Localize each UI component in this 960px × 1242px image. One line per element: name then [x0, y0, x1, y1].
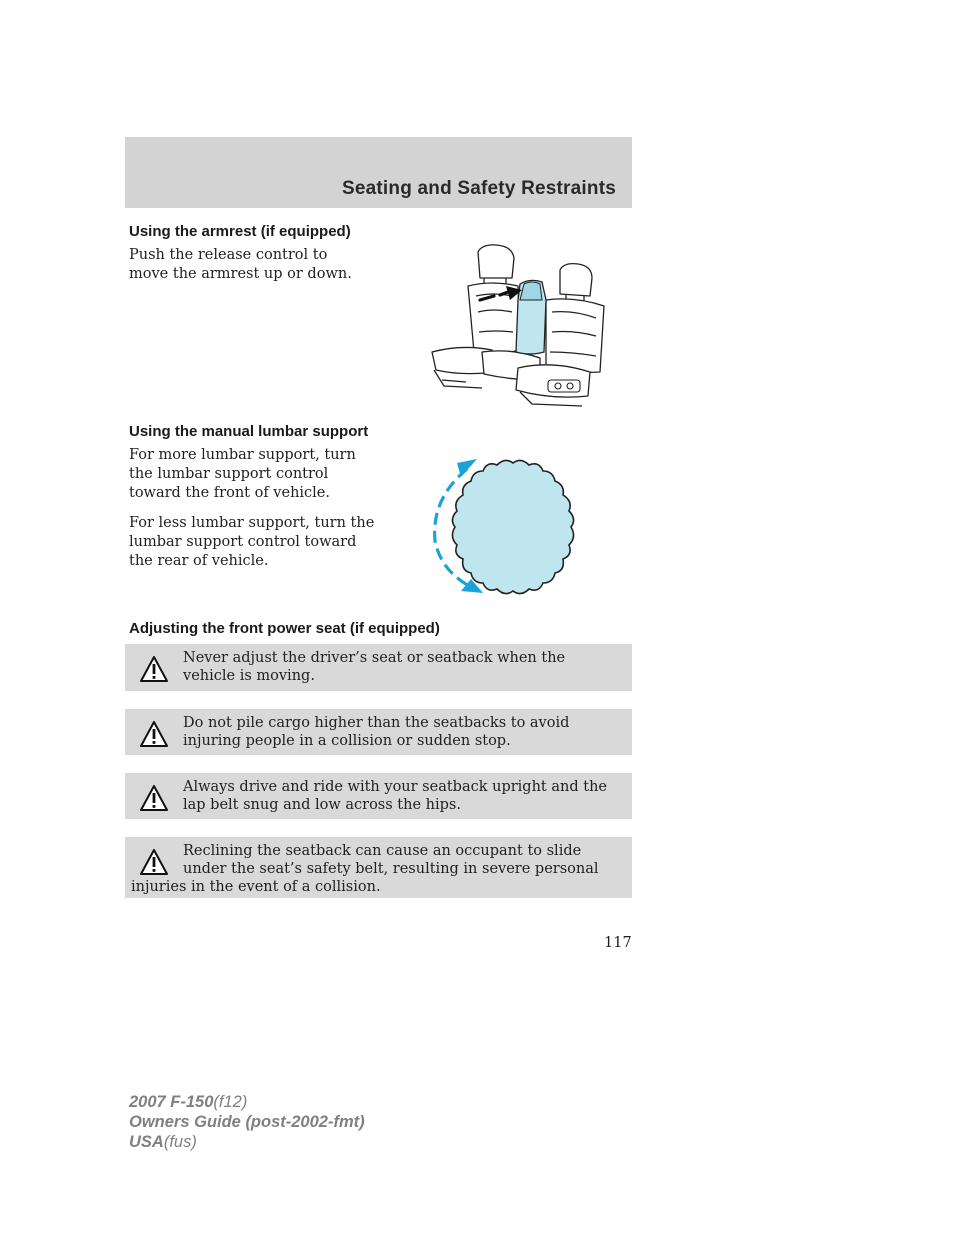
- footer-model-code: (f12): [213, 1093, 248, 1111]
- warning-box: [125, 773, 632, 819]
- warning-triangle-icon: [139, 848, 169, 876]
- armrest-body: Push the release control to move the armrest up or down.: [129, 247, 352, 282]
- warning-triangle-icon: [139, 655, 169, 683]
- warning-text: Always drive and ride with your seatback upright and the lap belt snug and low across the hips.: [183, 779, 607, 813]
- lumbar-body-less: For less lumbar support, turn the lumbar support control toward the rear of vehicle.: [129, 515, 375, 569]
- warning-triangle-icon: [139, 784, 169, 812]
- footer-market-code: (fus): [163, 1133, 197, 1151]
- warning-text: Do not pile cargo higher than the seatbacks to avoid injuring people in a collision or sudden stop.: [183, 715, 570, 749]
- document-footer: [129, 1092, 365, 1152]
- warning-text: Never adjust the driver’s seat or seatback when the vehicle is moving.: [183, 650, 566, 684]
- header-band: [125, 137, 632, 208]
- footer-market: USA: [129, 1133, 164, 1151]
- lumbar-body-more: For more lumbar support, turn the lumbar support control toward the front of vehicle.: [129, 447, 356, 501]
- lumbar-knob-illustration: [425, 455, 585, 600]
- armrest-heading: Using the armrest (if equipped): [129, 223, 351, 240]
- section-title: Seating and Safety Restraints: [342, 178, 616, 199]
- warning-box: [125, 837, 632, 898]
- armrest-illustration: [422, 240, 612, 410]
- warning-triangle-icon: [139, 720, 169, 748]
- warning-box: [125, 709, 632, 755]
- warning-text: Reclining the seatback can cause an occupant to slide under the seat’s safety belt, resulting in severe personal injuries in the event of a collision.: [131, 843, 599, 895]
- footer-model: 2007 F-150: [129, 1093, 214, 1111]
- footer-guide: Owners Guide (post-2002-fmt): [129, 1113, 365, 1131]
- warning-box: [125, 644, 632, 691]
- page-number: 117: [604, 935, 632, 951]
- lumbar-heading: Using the manual lumbar support: [129, 423, 369, 440]
- power-seat-heading: Adjusting the front power seat (if equipped): [129, 620, 440, 637]
